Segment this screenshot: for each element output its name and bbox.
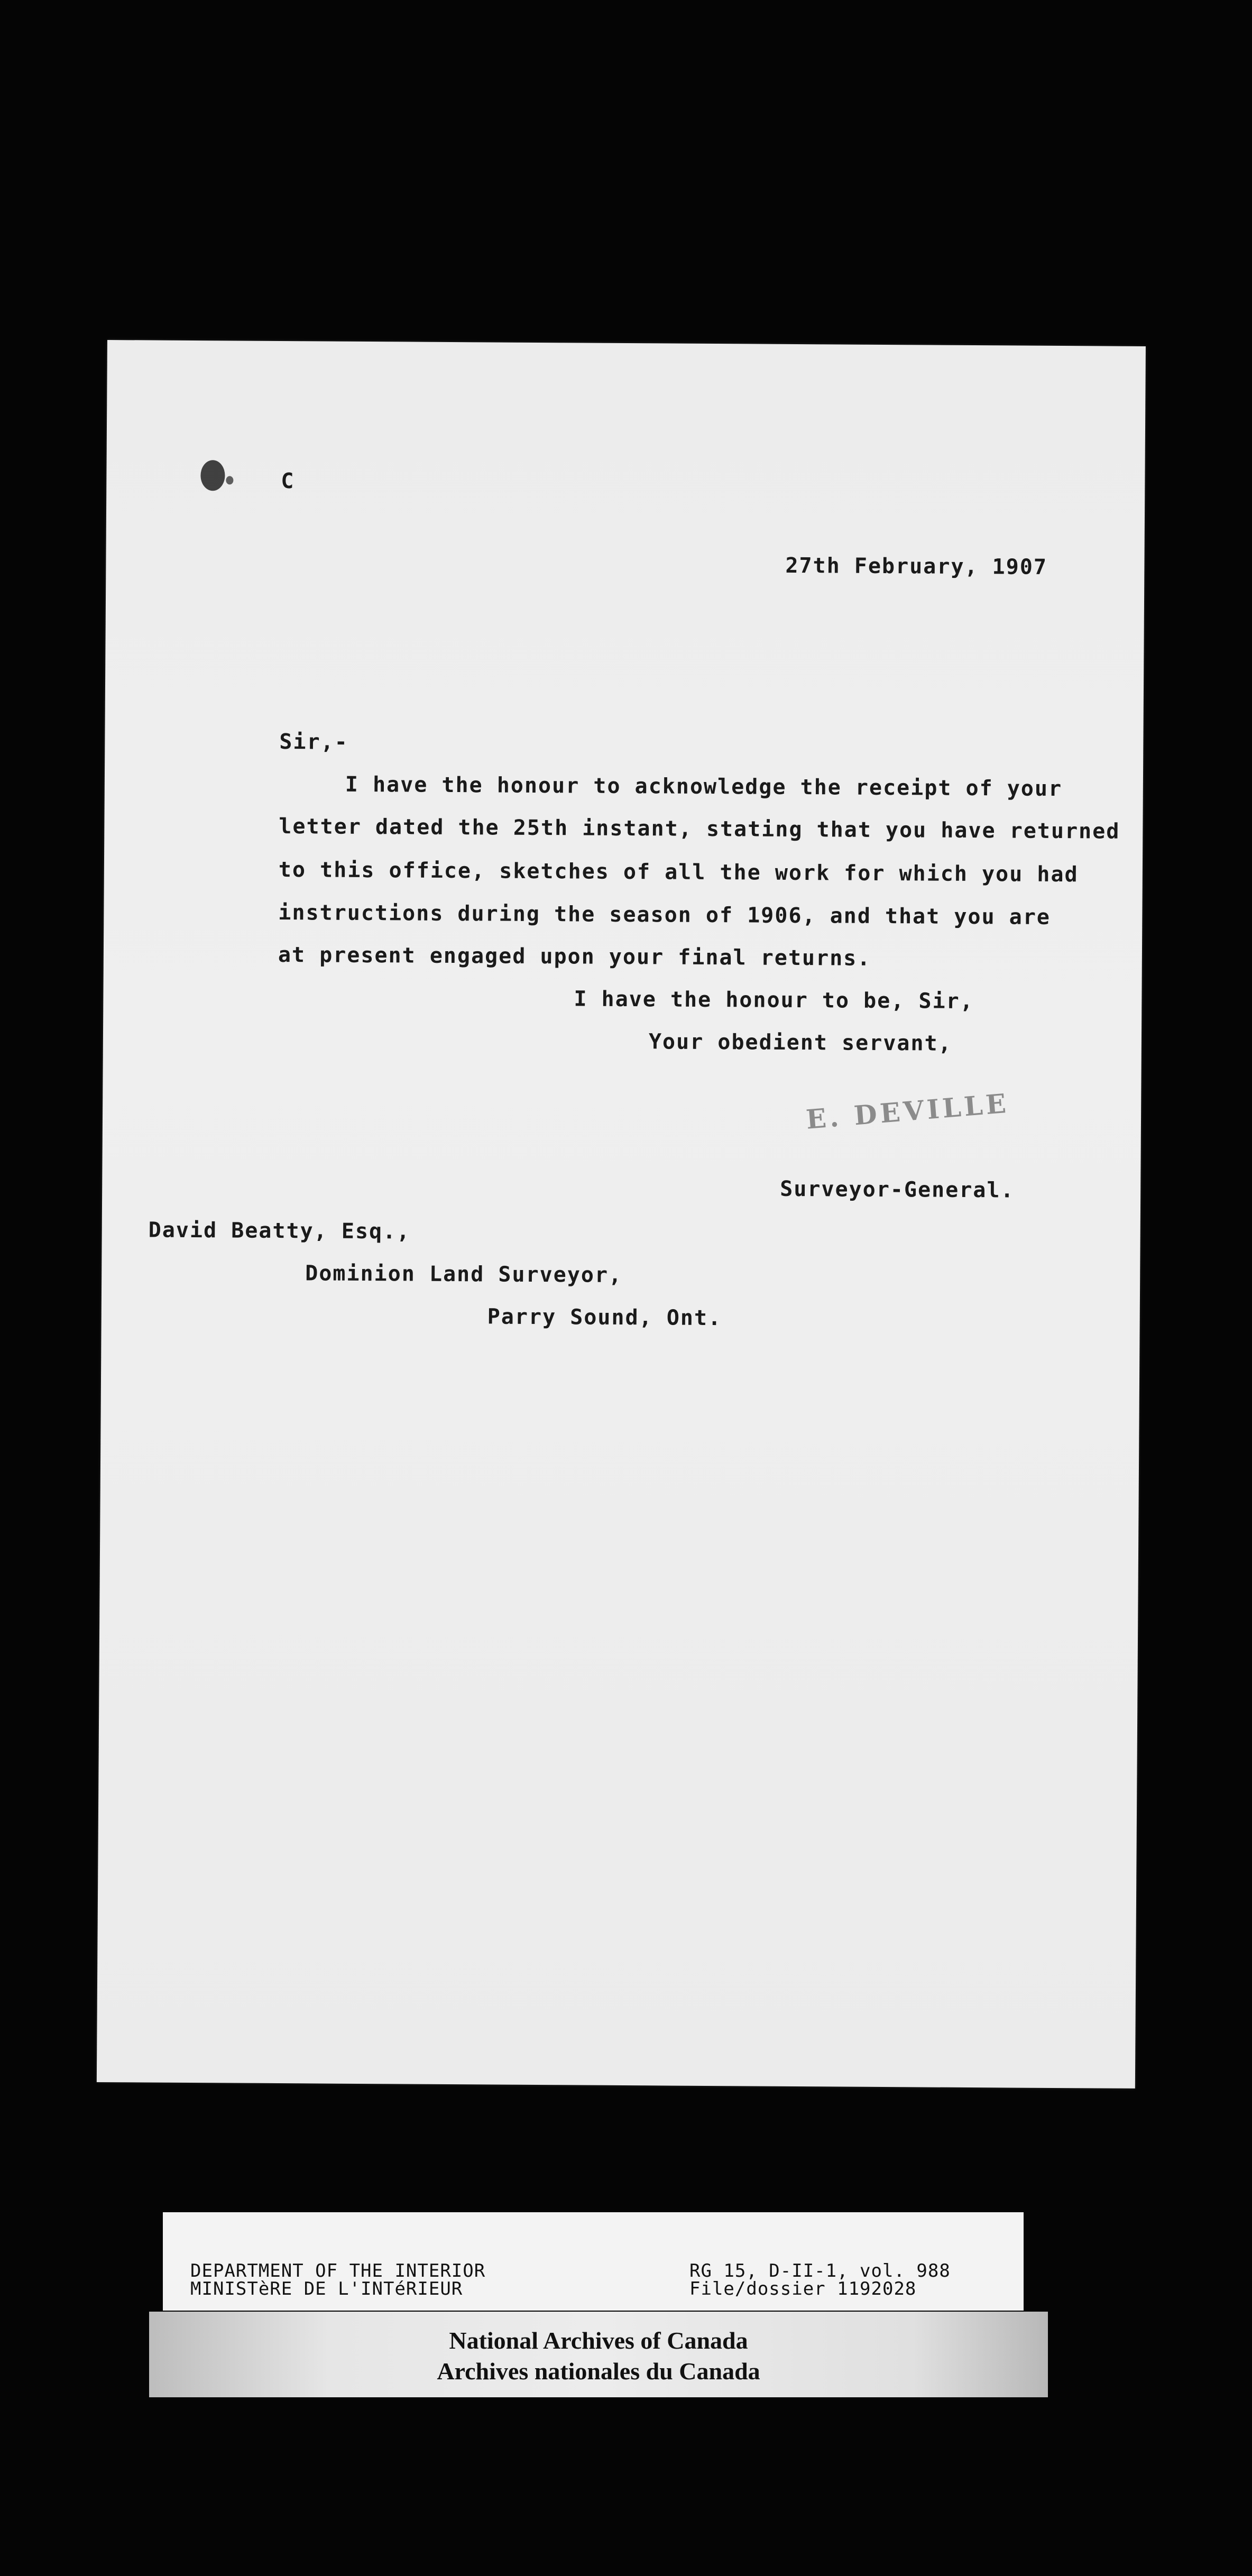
- addressee-title: Dominion Land Surveyor,: [305, 1261, 623, 1287]
- body-line: at present engaged upon your final returns.: [278, 942, 871, 971]
- archive-label: [149, 2312, 1048, 2397]
- page-mark: C: [281, 469, 295, 494]
- ink-smudge-small: [226, 476, 233, 484]
- addressee-location: Parry Sound, Ont.: [487, 1304, 722, 1331]
- record-group: RG 15, D-II-1, vol. 988: [689, 2260, 951, 2281]
- body-line: I have the honour to acknowledge the receipt of your: [345, 772, 1063, 802]
- reference-block: [689, 2262, 951, 2298]
- addressee-name: David Beatty, Esq.,: [148, 1218, 411, 1244]
- signatory-title: Surveyor-General.: [780, 1176, 1015, 1203]
- signature-stamp: E. DEVILLE: [805, 1087, 1010, 1135]
- department-block: [190, 2262, 485, 2298]
- body-line: letter dated the 25th instant, stating that you have returned: [279, 814, 1120, 844]
- reference-card: [163, 2212, 1024, 2311]
- ink-smudge: [200, 460, 225, 491]
- department-fr: MINISTèRE DE L'INTéRIEUR: [190, 2278, 463, 2299]
- body-line: to this office, sketches of all the work for which you had: [278, 857, 1079, 887]
- archive-name-en: National Archives of Canada: [449, 2327, 748, 2354]
- letter-date: 27th February, 1907: [785, 553, 1048, 579]
- closing-line: I have the honour to be, Sir,: [574, 987, 974, 1014]
- salutation: Sir,-: [279, 730, 348, 755]
- body-line: instructions during the season of 1906, and that you are: [278, 900, 1051, 930]
- complimentary-close: Your obedient servant,: [648, 1029, 952, 1056]
- department-en: DEPARTMENT OF THE INTERIOR: [190, 2260, 486, 2281]
- file-number: File/dossier 1192028: [689, 2278, 917, 2299]
- letter-page: [97, 340, 1146, 2089]
- archive-name-fr: Archives nationales du Canada: [437, 2358, 760, 2385]
